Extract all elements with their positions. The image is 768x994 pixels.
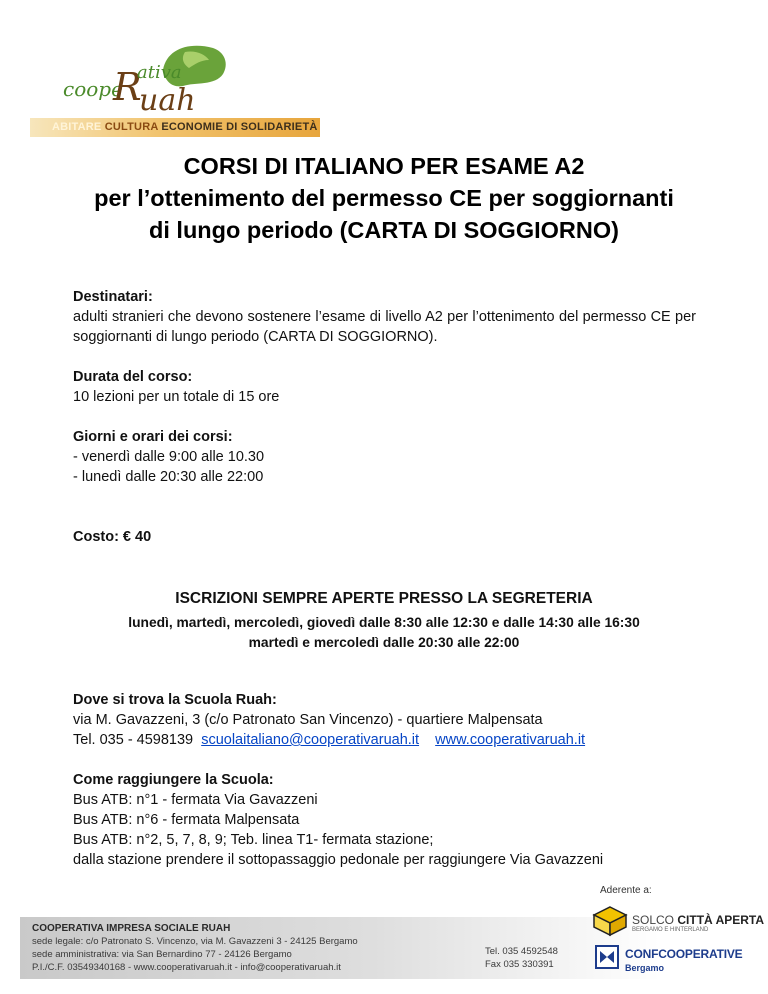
title-line-1: CORSI DI ITALIANO PER ESAME A2 — [183, 153, 585, 179]
confcooperative-logo — [595, 943, 745, 973]
tagline-cultura: CULTURA — [104, 121, 159, 133]
footer-sede-amm: sede amministrativa: via San Bernardino 77 - 24126 Bergamo — [32, 949, 292, 960]
logo-uah: uah — [139, 83, 196, 118]
hours-line-2: martedì e mercoledì dalle 20:30 alle 22:00 — [248, 635, 520, 650]
dove-address: via M. Gavazzeni, 3 (c/o Patronato San Vincenzo) - quartiere Malpensata — [73, 712, 543, 728]
section-come — [73, 770, 713, 870]
giorni-line-2: - lunedì dalle 20:30 alle 22:00 — [73, 469, 264, 485]
footer-org: COOPERATIVA IMPRESA SOCIALE RUAH — [32, 923, 231, 934]
tagline-abitare: ABITARE — [52, 121, 102, 133]
logo-tagline-band — [30, 118, 320, 137]
durata-text: 10 lezioni per un totale di 15 ore — [73, 389, 280, 405]
dove-tel: Tel. 035 - 4598139 — [73, 732, 194, 748]
iscrizioni-heading: ISCRIZIONI SEMPRE APERTE PRESSO LA SEGRETERIA — [175, 590, 593, 607]
section-durata — [73, 367, 696, 407]
footer-address — [32, 922, 358, 974]
costo-text: Costo: € 40 — [73, 529, 152, 545]
footer-phone — [485, 945, 558, 971]
section-destinatari — [73, 287, 696, 347]
solco-logo — [592, 905, 765, 937]
title-line-3: di lungo periodo (CARTA DI SOGGIORNO) — [149, 217, 619, 243]
section-costo — [73, 527, 696, 547]
come-label: Come raggiungere la Scuola: — [73, 772, 274, 788]
solco-cube-icon — [592, 905, 628, 937]
footer-fax: Fax 035 330391 — [485, 959, 554, 970]
confcooperative-name: CONFCOOPERATIVE — [625, 947, 743, 961]
tagline-economie: ECONOMIE DI SOLIDARIETÀ — [161, 121, 318, 133]
section-dove — [73, 690, 696, 750]
footer-sede-legale: sede legale: c/o Patronato S. Vincenzo, via M. Gavazzeni 3 - 24125 Bergamo — [32, 936, 358, 947]
logo-r: R — [113, 65, 142, 109]
email-link[interactable]: scuolaitaliano@cooperativaruah.it — [201, 732, 420, 748]
giorni-line-1: - venerdì dalle 9:00 alle 10.30 — [73, 449, 265, 465]
iscrizioni-hours — [40, 613, 728, 653]
confcooperative-mark-icon — [595, 945, 619, 969]
dove-contacts — [73, 730, 696, 750]
footer — [20, 885, 765, 985]
come-line-2: Bus ATB: n°6 - fermata Malpensata — [73, 812, 300, 828]
durata-label: Durata del corso: — [73, 369, 193, 385]
hours-line-1: lunedì, martedì, mercoledì, giovedì dalle 8:30 alle 12:30 e dalle 14:30 alle 16:30 — [128, 615, 640, 630]
giorni-label: Giorni e orari dei corsi: — [73, 429, 233, 445]
come-line-1: Bus ATB: n°1 - fermata Via Gavazzeni — [73, 792, 318, 808]
solco-subtitle: BERGAMO E HINTERLAND — [632, 927, 709, 933]
dove-label: Dove si trova la Scuola Ruah: — [73, 692, 277, 708]
solco-name: SOLCO CITTÀ APERTA — [632, 913, 765, 927]
logo-wordmark — [55, 38, 230, 118]
come-line-3: Bus ATB: n°2, 5, 7, 8, 9; Teb. linea T1- fermata stazione; — [73, 832, 434, 848]
aderente-label: Aderente a: — [600, 885, 652, 896]
cooperativa-ruah-logo — [52, 38, 318, 140]
website-link[interactable]: www.cooperativaruah.it — [435, 732, 586, 748]
footer-piva: P.I./C.F. 03549340168 - www.cooperativaruah.it - info@cooperativaruah.it — [32, 962, 341, 973]
logo-ativa: ativa — [137, 62, 182, 83]
come-line-4: dalla stazione prendere il sottopassaggio pedonale per raggiungere Via Gavazzeni — [73, 852, 604, 868]
section-giorni — [73, 427, 696, 487]
footer-tel: Tel. 035 4592548 — [485, 946, 558, 957]
page-title — [40, 150, 728, 246]
logo-coope: coope — [63, 77, 123, 101]
title-line-2: per l’ottenimento del permesso CE per soggiornanti — [94, 185, 674, 211]
confcooperative-city: Bergamo — [625, 963, 665, 973]
destinatari-label: Destinatari: — [73, 289, 153, 305]
destinatari-text: adulti stranieri che devono sostenere l’esame di livello A2 per l’ottenimento del permesso CE per soggiornanti di lungo periodo (CARTA DI SOGGIORNO). — [73, 309, 696, 345]
